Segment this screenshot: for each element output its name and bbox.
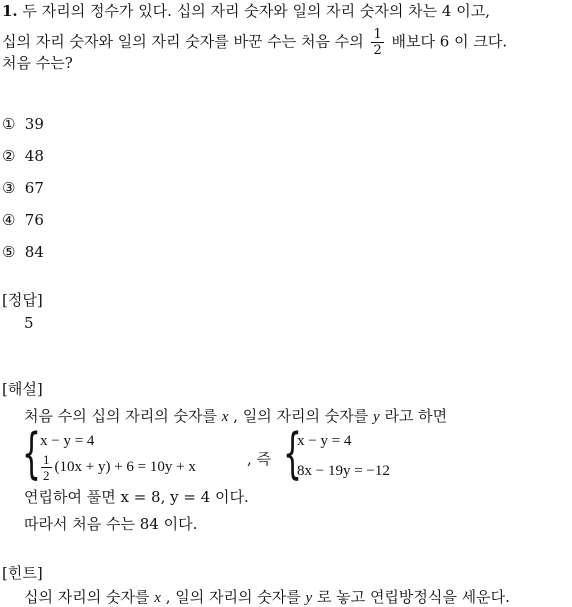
answer-value: 5 — [24, 314, 34, 332]
system-1-eq-2-rest: (10x + y) + 6 = 10y + x — [54, 458, 196, 475]
choice-3-mark: ③ — [2, 179, 16, 197]
choice-4-mark: ④ — [2, 211, 16, 229]
answer-label: [정답] — [2, 291, 43, 309]
system-1-fraction-denominator: 2 — [43, 468, 50, 483]
question-fraction-denominator: 2 — [373, 43, 382, 58]
hint-var-x: x — [154, 590, 161, 606]
system-2-eq-1: x − y = 4 — [297, 433, 352, 449]
system-1-eq-1: x − y = 4 — [40, 433, 95, 449]
question-fraction-numerator: 1 — [373, 27, 382, 42]
system-2-eq-2: 8x − 19y = −12 — [297, 463, 390, 479]
question-text-line-2a: 십의 자리 숫자와 일의 자리 숫자를 바꾼 수는 처음 수의 — [2, 32, 364, 51]
choice-3-value: 67 — [24, 179, 44, 197]
choice-2-mark: ② — [2, 147, 16, 165]
choice-1-mark: ① — [2, 115, 16, 133]
question-text-line-3: 처음 수는? — [2, 54, 73, 72]
choice-5[interactable] — [2, 243, 44, 261]
explanation-text-1b: , 일의 자리의 숫자를 — [233, 407, 369, 425]
system-1-fraction — [41, 453, 52, 482]
choice-5-value: 84 — [24, 243, 44, 261]
explanation-label: [해설] — [2, 380, 43, 398]
hint-text-a: 십의 자리의 숫자를 — [24, 588, 150, 606]
question-fraction — [371, 28, 383, 57]
system-1-eq-2 — [38, 453, 196, 482]
question-text-line-2b: 배보다 6 이 크다. — [391, 32, 508, 51]
explanation-line-1 — [24, 405, 447, 426]
choice-2[interactable] — [2, 147, 44, 165]
hint-label: [힌트] — [2, 564, 43, 582]
hint-text — [24, 586, 510, 607]
hint-text-c: 로 놓고 연립방정식을 세운다. — [316, 588, 510, 606]
system-2-brace: { — [283, 422, 302, 485]
question-line-3 — [2, 52, 73, 73]
choice-3[interactable] — [2, 179, 44, 197]
choice-4[interactable] — [2, 211, 44, 229]
explanation-line-final: 따라서 처음 수는 84 이다. — [24, 515, 198, 533]
question-line-1 — [2, 0, 490, 21]
system-1-brace: { — [22, 422, 41, 485]
explanation-var-y: y — [372, 409, 380, 425]
explanation-text-1c: 라고 하면 — [384, 407, 448, 425]
choice-1[interactable] — [2, 115, 44, 133]
choice-4-value: 76 — [24, 211, 44, 229]
explanation-line-solve: 연립하여 풀면 x = 8, y = 4 이다. — [24, 488, 249, 506]
question-line-2 — [2, 28, 507, 57]
system-1-fraction-numerator: 1 — [43, 452, 50, 467]
hint-var-y: y — [305, 590, 313, 606]
explanation-text-1a: 처음 수의 십의 자리의 숫자를 — [24, 407, 217, 425]
choice-5-mark: ⑤ — [2, 243, 16, 261]
choice-2-value: 48 — [24, 147, 44, 165]
question-number: 1. — [2, 2, 18, 20]
explanation-var-x: x — [221, 409, 229, 425]
hint-text-b: , 일의 자리의 숫자를 — [165, 588, 301, 606]
explanation-connector: , 즉 — [247, 450, 272, 468]
question-text-line-1: 두 자리의 정수가 있다. 십의 자리 숫자와 일의 자리 숫자의 차는 4 이고, — [22, 2, 490, 20]
choice-1-value: 39 — [24, 115, 44, 133]
